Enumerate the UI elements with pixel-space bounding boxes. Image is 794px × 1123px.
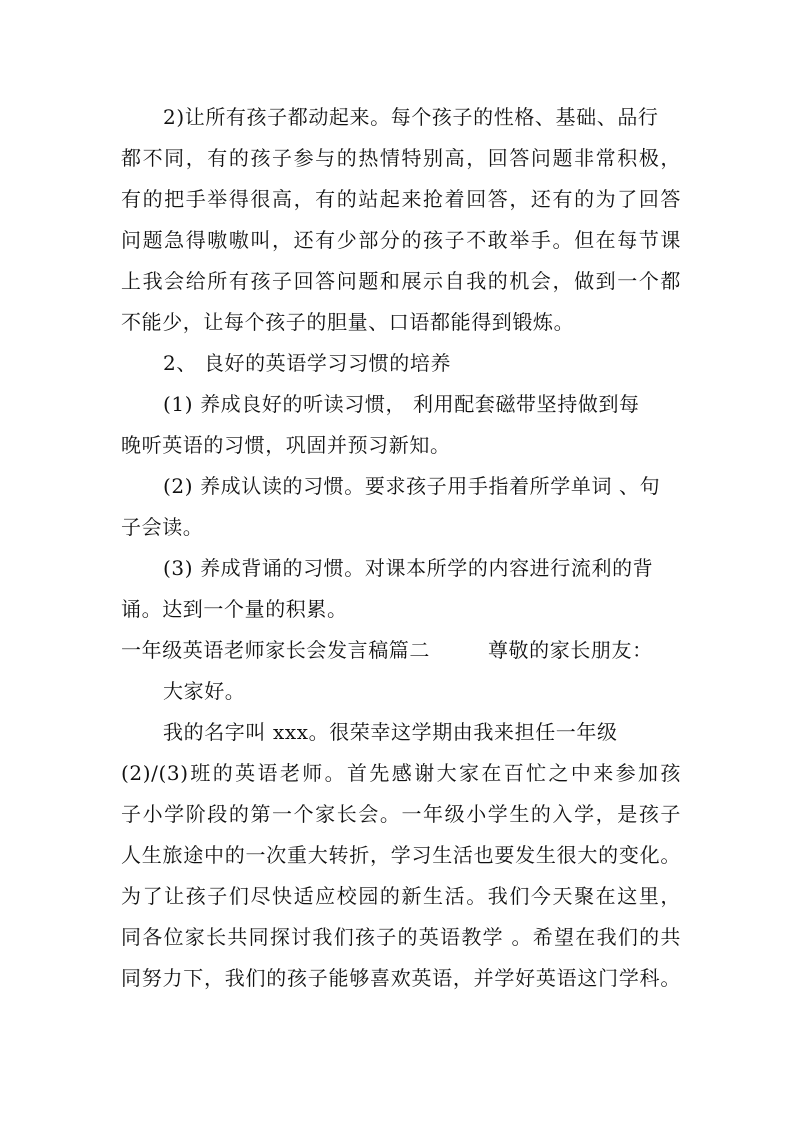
list-item-line: (1) 养成良好的听读习惯， 利用配套磁带坚持做到每: [163, 392, 640, 416]
list-item-line: (2) 养成认读的习惯。要求孩子用手指着所学单词 、句: [163, 474, 661, 498]
list-item-line: (3) 养成背诵的习惯。对课本所学的内容进行流利的背: [163, 556, 654, 580]
paragraph-line: 我的名字叫 xxx。很荣幸这学期由我来担任一年级: [163, 720, 618, 744]
section-title-row: [121, 636, 681, 664]
paragraph-line: 2)让所有孩子都动起来。每个孩子的性格、基础、品行: [163, 105, 659, 129]
list-item-line: 子会读。: [121, 515, 204, 539]
paragraph-line: 问题急得嗷嗷叫，还有少部分的孩子不敢举手。但在每节课: [121, 228, 681, 252]
list-item-line: 诵。达到一个量的积累。: [121, 597, 348, 621]
paragraph-line: 人生旅途中的一次重大转折，学习生活也要发生很大的变化。: [121, 843, 681, 867]
paragraph-line: 子小学阶段的第一个家长会。一年级小学生的入学，是孩子: [121, 802, 681, 826]
section-title: 一年级英语老师家长会发言稿篇二: [121, 638, 430, 662]
greeting: 大家好。: [163, 679, 246, 703]
paragraph-line: 上我会给所有孩子回答问题和展示自我的机会，做到一个都: [121, 269, 681, 293]
list-item-line: 晚听英语的习惯，巩固并预习新知。: [121, 433, 451, 457]
paragraph-line: 都不同，有的孩子参与的热情特别高，回答问题非常积极，: [121, 146, 681, 170]
paragraph-line: 同各位家长共同探讨我们孩子的英语教学 。希望在我们的共: [121, 925, 681, 949]
paragraph-line: 同努力下，我们的孩子能够喜欢英语，并学好英语这门学科。: [121, 966, 681, 990]
paragraph-line: 为了让孩子们尽快适应校园的新生活。我们今天聚在这里，: [121, 884, 681, 908]
salutation: 尊敬的家长朋友：: [487, 638, 653, 662]
paragraph-line: 有的把手举得很高，有的站起来抢着回答，还有的为了回答: [121, 187, 681, 211]
paragraph-line: 不能少，让每个孩子的胆量、口语都能得到锻炼。: [121, 310, 575, 334]
section-heading: 2、 良好的英语学习习惯的培养: [163, 351, 452, 375]
paragraph-line: (2)/(3)班的英语老师。首先感谢大家在百忙之中来参加孩: [121, 761, 681, 785]
